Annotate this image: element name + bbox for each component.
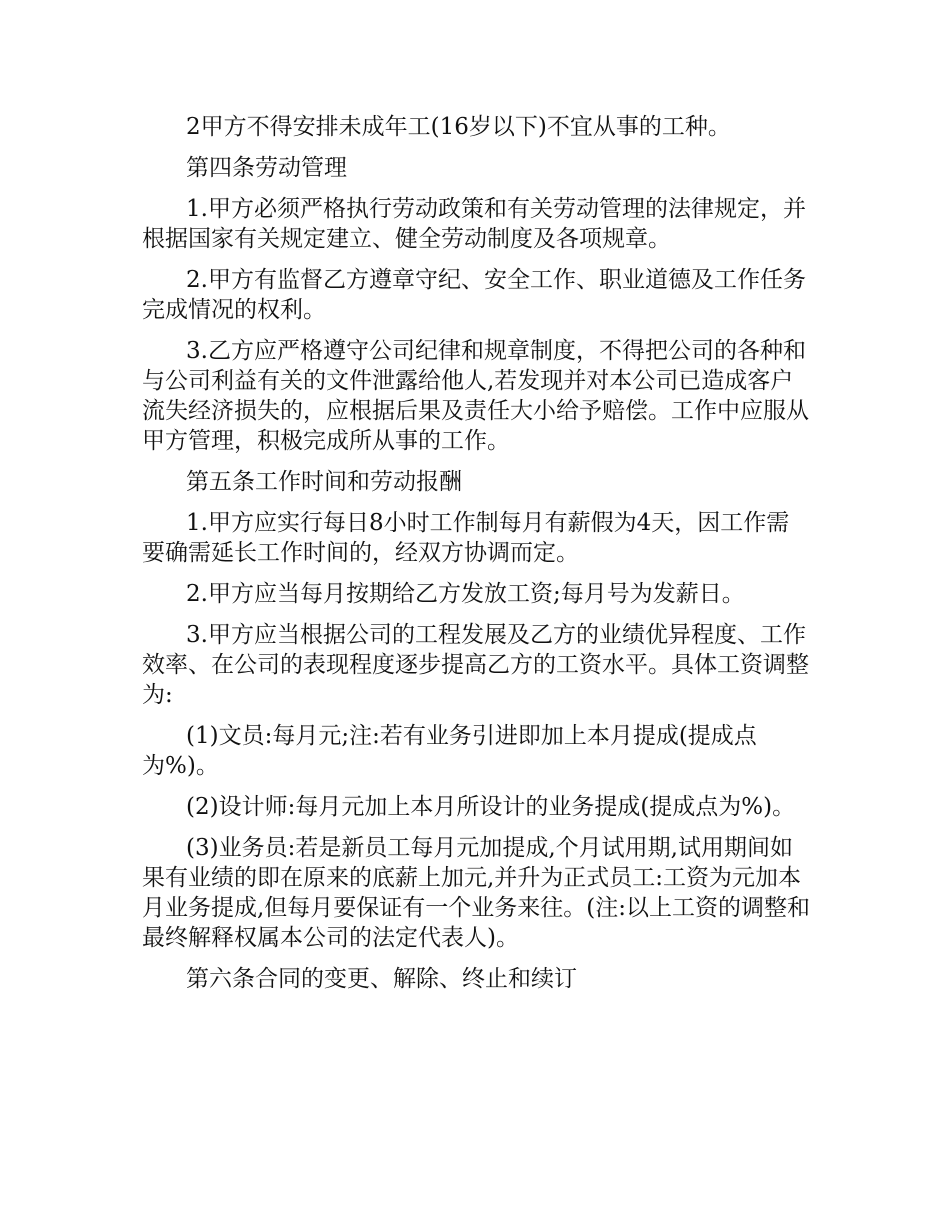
paragraph-minor-labor: 2甲方不得安排未成年工(16岁以下)不宜从事的工种。 <box>186 114 731 140</box>
paragraph-labor-policy: 1.甲方必须严格执行劳动政策和有关劳动管理的法律规定，并根据国家有关规定建立、健全劳动制度及各项规章。 <box>142 196 806 252</box>
paragraph-designer-salary: (2)设计师:每月元加上本月所设计的业务提成(提成点为%)。 <box>186 794 796 820</box>
document-body <box>142 112 812 1005</box>
paragraph-payday: 2.甲方应当每月按期给乙方发放工资;每月号为发薪日。 <box>186 581 745 607</box>
paragraph-confidentiality: 3.乙方应严格遵守公司纪律和规章制度，不得把公司的各种和与公司利益有关的文件泄露给他人,若发现并对本公司已造成客户流失经济损失的，应根据后果及责任大小给予赔偿。工作中应服从甲方管理，积极完成所从事的工作。 <box>142 338 809 454</box>
article-4-heading: 第四条劳动管理 <box>186 155 347 181</box>
article-5-heading: 第五条工作时间和劳动报酬 <box>186 469 462 495</box>
paragraph-salesperson-salary: (3)业务员:若是新员工每月元加提成,个月试用期,试用期间如果有业绩的即在原来的底薪上加元,并升为正式员工:工资为元加本月业务提成,但每月要保证有一个业务来往。(注:以上工资的调整和最终解释权属本公司的法定代表人)。 <box>142 835 811 951</box>
paragraph-supervision-right: 2.甲方有监督乙方遵章守纪、安全工作、职业道德及工作任务完成情况的权利。 <box>142 267 806 323</box>
paragraph-clerk-salary: (1)文员:每月元;注:若有业务引进即加上本月提成(提成点为%)。 <box>142 723 757 779</box>
paragraph-salary-adjustment: 3.甲方应当根据公司的工程发展及乙方的业绩优异程度、工作效率、在公司的表现程度逐步提高乙方的工资水平。具体工资调整为: <box>142 622 809 708</box>
article-6-heading: 第六条合同的变更、解除、终止和续订 <box>186 966 577 992</box>
paragraph-working-hours: 1.甲方应实行每日8小时工作制每月有薪假为4天，因工作需要确需延长工作时间的，经双方协调而定。 <box>142 510 790 566</box>
